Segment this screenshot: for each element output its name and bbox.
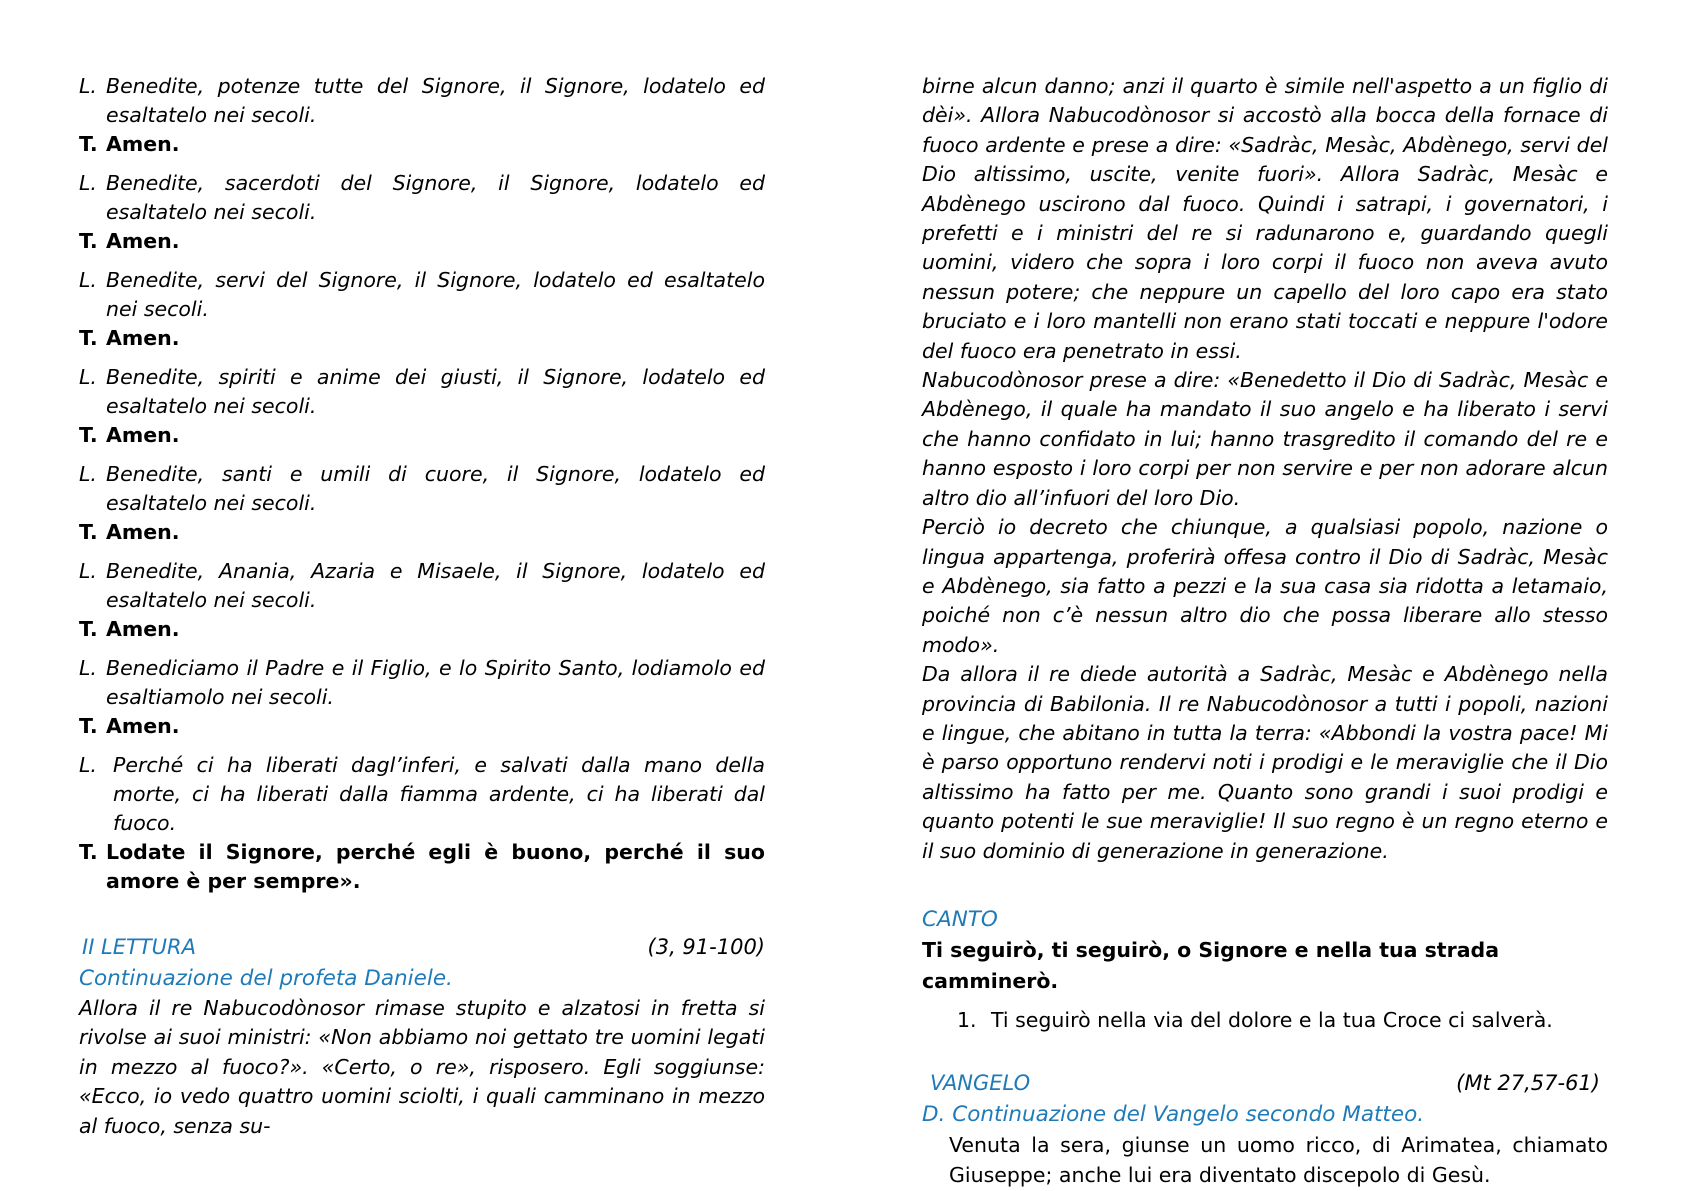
responsorial-psalm [79,72,765,896]
lector-verse: L. Benedite, santi e umili di cuore, il Signore, lodatelo ed esaltatelo nei secoli. [79,462,765,515]
gospel-heading [922,1068,1608,1099]
scripture-reference: (Mt 27,57-61) [1456,1070,1600,1095]
people-response: T. Amen. [79,326,180,350]
canto-refrain: Ti seguirò, ti seguirò, o Signore e nella tua strada camminerò. [922,937,1500,993]
reading-paragraph: Nabucodònosor prese a dire: «Benedetto il Dio di Sadràc, Mesàc e Abdènego, il quale ha mandato il suo angelo e ha liberato i servi che hanno confidato in lui; hanno trasgredito il comando del re e hanno esposto i loro corpi per non servire e per non adorare alcun altro dio all’infuori del loro Dio. [922,368,1608,510]
lector-verse: L. Perché ci ha liberati dagl’inferi, e salvati dalla mano della morte, ci ha liberati dalla fiamma ardente, ci ha liberati dal fuoco. [79,753,765,835]
lector-verse: L. Benediciamo il Padre e il Figlio, e lo Spirito Santo, lodiamolo ed esaltiamolo nei secoli. [79,656,765,709]
lector-verse: L. Benedite, spiriti e anime dei giusti, il Signore, lodatelo ed esaltatelo nei secoli. [79,365,765,418]
reading-subtitle: Continuazione del profeta Daniele. [79,966,453,991]
left-page [79,72,765,1141]
right-page [922,72,1608,1190]
gospel-text: Venuta la sera, giunse un uomo ricco, di Arimatea, chiamato Giuseppe; anche lui era diventato discepolo di Gesù. [949,1132,1608,1187]
canto-title: CANTO [922,906,998,932]
section-title: VANGELO [930,1070,1031,1095]
lector-verse: L. Benedite, potenze tutte del Signore, il Signore, lodatelo ed esaltatelo nei secoli. [79,74,765,127]
reading-text: Allora il re Nabucodònosor rimase stupito e alzatosi in fretta si rivolse ai suoi ministri: «Non abbiamo noi gettato tre uomini legati in mezzo al fuoco?». «Certo, o re», risposero. Egli soggiunse: «Ecco, io vedo quattro uomini sciolti, i quali camminano in mezzo al fuoco, senza su- [79,996,765,1138]
canto-verse [922,1005,1608,1036]
lector-verse: L. Benedite, servi del Signore, il Signore, lodatelo ed esaltatelo nei secoli. [79,268,765,321]
verse-number: 1. [957,1007,977,1032]
people-response: T. Amen. [79,520,180,544]
lector-verse: L. Benedite, sacerdoti del Signore, il Signore, lodatelo ed esaltatelo nei secoli. [79,171,765,224]
reading-paragraph: Perciò io decreto che chiunque, a qualsiasi popolo, nazione o lingua appartenga, proferirà offesa contro il Dio di Sadràc, Mesàc e Abdènego, sia fatto a pezzi e la sua casa sia ridotta a letamaio, poiché non c’è nessun altro dio che possa liberare allo stesso modo». [922,515,1608,657]
verse-text: Ti seguirò nella via del dolore e la tua Croce ci salverà. [991,1007,1553,1032]
people-response: T. Amen. [79,229,180,253]
second-reading-section [79,932,765,963]
gospel-subtitle: D. Continuazione del Vangelo secondo Matteo. [922,1101,1425,1127]
gospel-section [922,1068,1608,1099]
second-reading-heading [82,932,765,963]
people-response: T. Amen. [79,132,180,156]
section-title: II LETTURA [82,935,197,959]
people-response: T. Amen. [79,423,180,447]
scripture-reference: (3, 91-100) [647,935,765,959]
reading-paragraph: birne alcun danno; anzi il quarto è simile nell'aspetto a un figlio di dèi». Allora Nabucodònosor si accostò alla bocca della fornace di fuoco ardente e prese a dire: «Sadràc, Mesàc, Abdènego, servi del Dio altissimo, uscite, venite fuori». Allora Sadràc, Mesàc e Abdènego uscirono dal fuoco. Quindi i satrapi, i governatori, i prefetti e i ministri del re si radunarono e, guardando quegli uomini, videro che sopra i loro corpi il fuoco non aveva avuto nessun potere; che neppure un capello del loro capo era stato bruciato e i loro mantelli non erano stati toccati e neppure l'odore del fuoco era penetrato in essi. [922,74,1608,363]
people-response: T. Lodate il Signore, perché egli è buono, perché il suo amore è per sempre». [79,840,765,893]
lector-verse: L. Benedite, Anania, Azaria e Misaele, il Signore, lodatelo ed esaltatelo nei secoli. [79,559,765,612]
reading-paragraph: Da allora il re diede autorità a Sadràc, Mesàc e Abdènego nella provincia di Babilonia. Il re Nabucodònosor a tutti i popoli, nazioni e lingue, che abitano in tutta la terra: «Abbondi la vostra pace! Mi è parso opportuno rendervi noti i prodigi e le meraviglie che il Dio altissimo ha fatto per me. Quanto sono grandi i suoi prodigi e quanto potenti le sue meraviglie! Il suo regno è un regno eterno e il suo dominio di generazione in generazione. [922,662,1608,863]
people-response: T. Amen. [79,714,180,738]
people-response: T. Amen. [79,617,180,641]
